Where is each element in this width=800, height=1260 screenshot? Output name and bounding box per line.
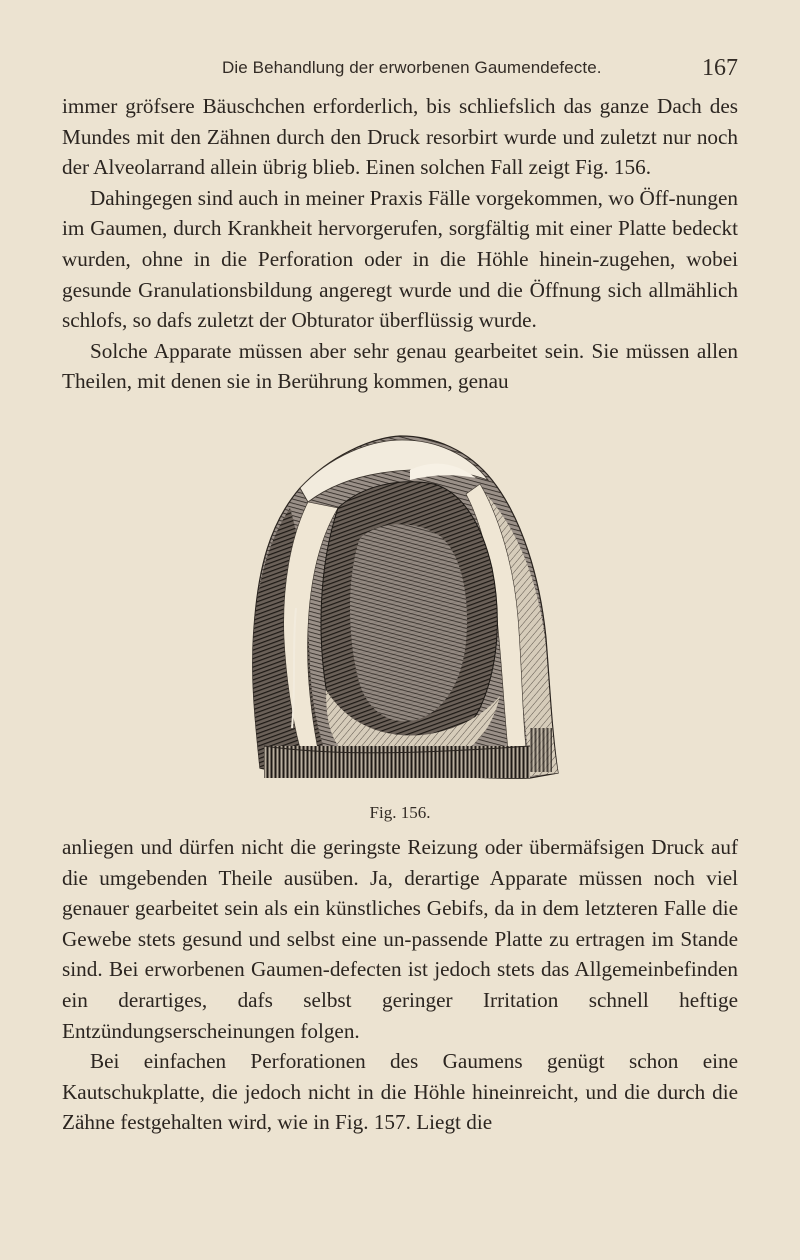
palate-engraving [230, 428, 570, 803]
running-title: Die Behandlung der erworbenen Gaumendefecte. [222, 58, 602, 77]
figure-caption: Fig. 156. [369, 803, 431, 822]
running-head [62, 56, 738, 86]
paragraph: immer gröfsere Bäuschchen erforderlich, bis schliefslich das ganze Dach des Mundes mit den Zähnen durch den Druck resorbirt wurde und zuletzt nur noch der Alveolarrand allein übrig blieb. Einen solchen Fall zeigt Fig. 156. [62, 94, 738, 180]
body-text-bottom [62, 832, 738, 1138]
paragraph: anliegen und dürfen nicht die geringste Reizung oder übermäfsigen Druck auf die umgebenden Theile ausüben. Ja, derartige Apparate müssen noch viel genauer gearbeitet sein als ein künstliches Gebifs, da in dem letzteren Falle die Gewebe stets gesund und selbst eine un-passende Platte zu ertragen im Stande sind. Bei erworbenen Gaumen-defecten ist jedoch stets das Allgemeinbefinden ein derartiges, dafs selbst geringer Irritation schnell heftige Entzündungserscheinungen folgen. [62, 835, 738, 1043]
paragraph: Solche Apparate müssen aber sehr genau gearbeitet sein. Sie müssen allen Theilen, mit denen sie in Berührung kommen, genau [62, 338, 738, 394]
figure-156-illustration [230, 428, 570, 803]
page-number: 167 [702, 55, 738, 81]
body-text-top [62, 91, 738, 397]
paragraph: Dahingegen sind auch in meiner Praxis Fälle vorgekommen, wo Öff-nungen im Gaumen, durch Krankheit hervorgerufen, sorgfältig mit einer Platte bedeckt wurden, ohne in die Perforation oder in die Höhle hinein-zugehen, wobei gesunde Granulationsbildung angeregt wurde und die Öffnung sich allmählich schlofs, so dafs zuletzt der Obturator überflüssig wurde. [62, 185, 738, 333]
paragraph: Bei einfachen Perforationen des Gaumens genügt schon eine Kautschukplatte, die jedoch nicht in die Höhle hineinreicht, und die durch die Zähne festgehalten wird, wie in Fig. 157. Liegt die [62, 1049, 738, 1135]
